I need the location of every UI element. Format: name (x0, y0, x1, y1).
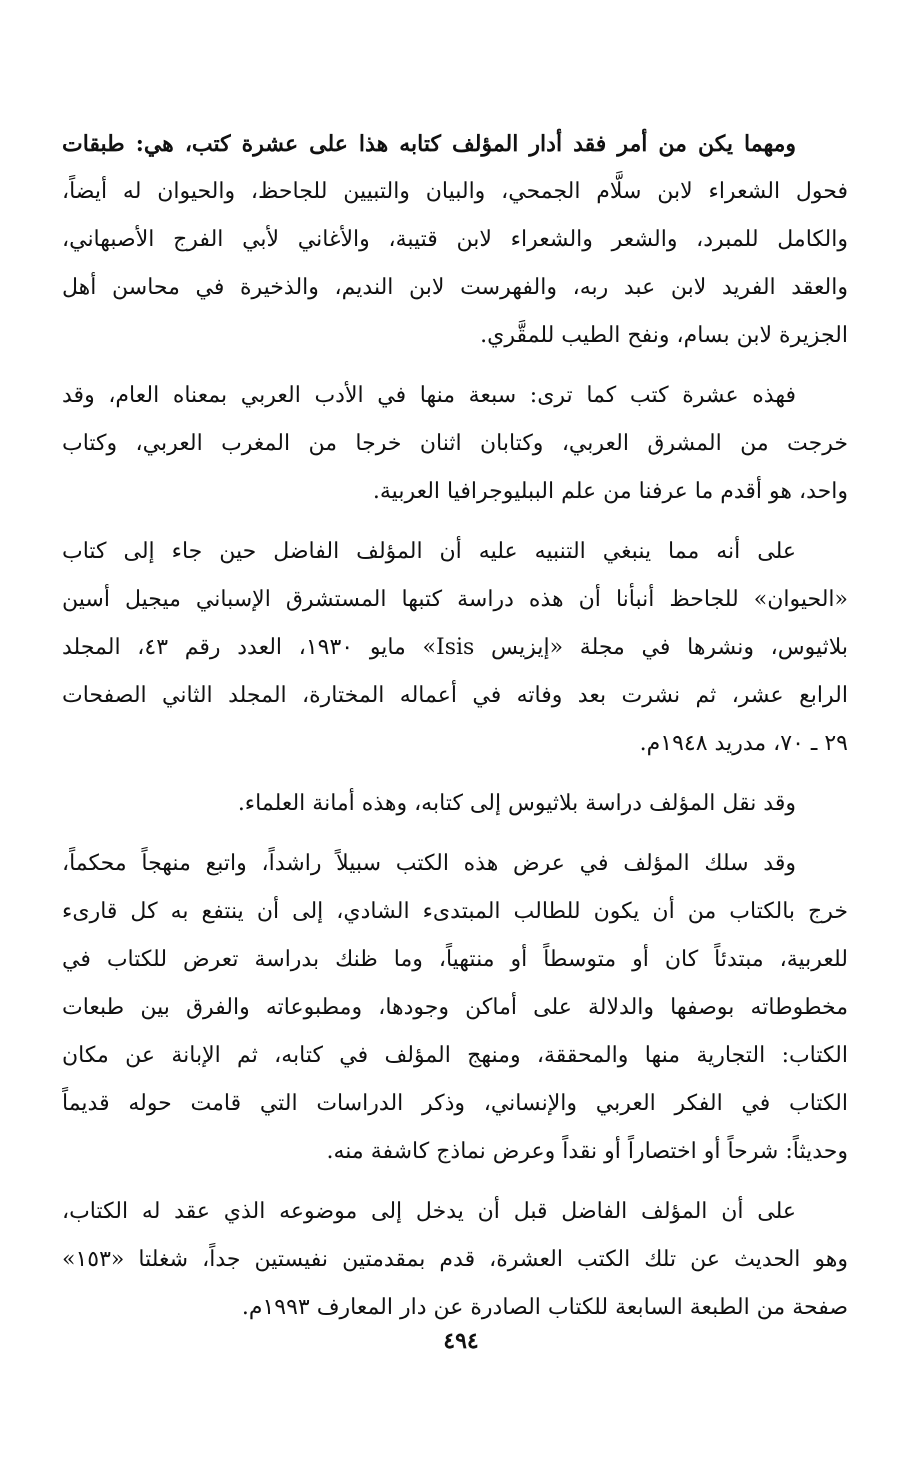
paragraph-6 (62, 1188, 848, 1332)
text-line: خرج بالكتاب من أن يكون للطالب المبتدىء الشادي، إلى أن ينتفع به كل قارىء (62, 899, 848, 924)
text-line: مخطوطاته بوصفها والدلالة على أماكن وجودها، ومطبوعاته والفرق بين طبعات (62, 995, 848, 1020)
page-number: ٤٩٤ (443, 1328, 479, 1354)
text-line: للعربية، مبتدئاً كان أو متوسطاً أو منتهياً، وما ظنك بدراسة تعرض للكتاب في (62, 947, 848, 972)
text-line: ومهما يكن من أمر فقد أدار المؤلف كتابه هذا على عشرة كتب، هي: طبقات (62, 131, 796, 157)
text-line: الجزيرة لابن بسام، ونفح الطيب للمقَّري. (480, 323, 848, 348)
text-line: وحديثاً: شرحاً أو اختصاراً أو نقداً وعرض نماذج كاشفة منه. (326, 1139, 848, 1164)
text-line: «الحيوان» للجاحظ أنبأنا أن هذه دراسة كتبها المستشرق الإسباني ميجيل أسين (62, 587, 848, 612)
text-line: بلاثيوس، ونشرها في مجلة «إيزيس Isis» مايو ١٩٣٠، العدد رقم ٤٣، المجلد (62, 635, 848, 660)
paragraph-4 (62, 780, 848, 828)
text-line: فهذه عشرة كتب كما ترى: سبعة منها في الأدب العربي بمعناه العام، وقد (62, 383, 796, 408)
paragraph-3 (62, 528, 848, 768)
text-line: وقد نقل المؤلف دراسة بلاثيوس إلى كتابه، وهذه أمانة العلماء. (237, 791, 796, 816)
text-line: الكتاب: التجارية منها والمحققة، ومنهج المؤلف في كتابه، ثم الإبانة عن مكان (62, 1043, 848, 1068)
text-line: الكتاب في الفكر العربي والإنساني، وذكر الدراسات التي قامت حوله قديماً (62, 1091, 848, 1116)
text-line: على أنه مما ينبغي التنبيه عليه أن المؤلف الفاضل حين جاء إلى كتاب (62, 539, 796, 564)
text-line: صفحة من الطبعة السابعة للكتاب الصادرة عن دار المعارف ١٩٩٣م. (241, 1295, 848, 1320)
text-line: ٢٩ ـ ٧٠، مدريد ١٩٤٨م. (639, 731, 848, 756)
paragraph-5 (62, 840, 848, 1176)
text-line: على أن المؤلف الفاضل قبل أن يدخل إلى موضوعه الذي عقد له الكتاب، (62, 1199, 796, 1224)
text-line: خرجت من المشرق العربي، وكتابان اثنان خرجا من المغرب العربي، وكتاب (62, 431, 848, 456)
text-line: واحد، هو أقدم ما عرفنا من علم الببليوجرافيا العربية. (372, 479, 848, 504)
text-line: والعقد الفريد لابن عبد ربه، والفهرست لابن النديم، والذخيرة في محاسن أهل (62, 275, 848, 300)
body-text (62, 120, 848, 1332)
text-line: والكامل للمبرد، والشعر والشعراء لابن قتيبة، والأغاني لأبي الفرج الأصبهاني، (62, 227, 848, 252)
paragraph-2 (62, 372, 848, 516)
text-line: الرابع عشر، ثم نشرت بعد وفاته في أعماله المختارة، المجلد الثاني الصفحات (62, 683, 848, 708)
text-line: وقد سلك المؤلف في عرض هذه الكتب سبيلاً راشداً، واتبع منهجاً محكماً، (62, 851, 796, 876)
paragraph-1 (62, 120, 848, 360)
text-line: فحول الشعراء لابن سلَّام الجمحي، والبيان والتبيين للجاحظ، والحيوان له أيضاً، (62, 179, 848, 204)
text-line: وهو الحديث عن تلك الكتب العشرة، قدم بمقدمتين نفيستين جداً، شغلتا «١٥٣» (62, 1247, 848, 1272)
